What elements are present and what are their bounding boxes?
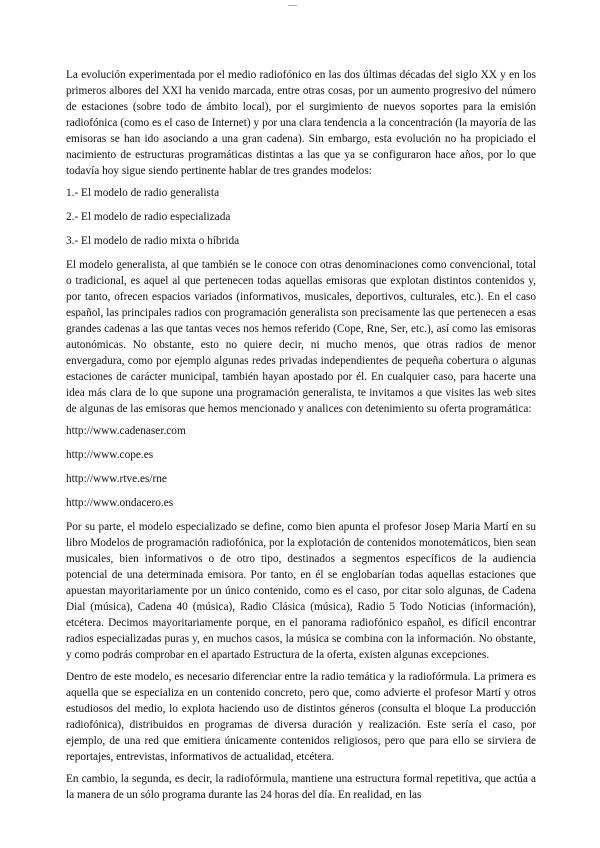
document-body: [66, 67, 536, 809]
model-list-item: 3.- El modelo de radio mixta o híbrida: [66, 235, 240, 247]
link-cope[interactable]: http://www.cope.es: [66, 449, 154, 461]
model-list-item: 2.- El modelo de radio especializada: [66, 211, 231, 223]
tematica-paragraph: Dentro de este modelo, es necesario diferenciar entre la radio temática y la radiofórmula. La primera es aquella que se especializa en un contenido concreto, pero que, como advierte el profesor Martí y otros estudiosos del medio, lo explota haciendo uso de distintos géneros (consulta el bloque La producción radiofónica), distribuidos en programas de diversa duración y realización. Este sería el caso, por ejemplo, de una red que emitiera únicamente contenidos religiosos, pero que para ello se sirviera de reportajes, entrevistas, informativos de actualidad, etcétera.: [66, 671, 536, 763]
radioformula-paragraph: En cambio, la segunda, es decir, la radiofórmula, mantiene una estructura formal repetitiva, que actúa a la manera de un sólo programa durante las 24 horas del día. En realidad, en las: [66, 773, 536, 801]
especializado-paragraph: Por su parte, el modelo especializado se define, como bien apunta el profesor Josep Maria Martí en su libro Modelos de programación radiofónica, por la explotación de contenidos monotemáticos, bien sean musicales, bien informativos o de otro tipo, destinados a segmentos específicos de la audiencia potencial de una determinada emisora. Por tanto, en él se englobarían todas aquellas estaciones que apuestan mayoritariamente por un único contenido, como es el caso, por citar solo algunas, de Cadena Dial (música), Cadena 40 (música), Radio Clásica (música), Radio 5 Todo Noticias (información), etcétera. Decimos mayoritariamente porque, en el panorama radiofónico español, es difícil encontrar radios especializadas puras y, en muchos casos, la música se combina con la información. No obstante, y como podrás comprobar en el apartado Estructura de la oferta, existen algunas excepciones.: [66, 521, 536, 661]
link-ondacero[interactable]: http://www.ondacero.es: [66, 497, 174, 509]
model-list-item: 1.- El modelo de radio generalista: [66, 187, 220, 199]
generalista-paragraph: El modelo generalista, al que también se le conoce con otras denominaciones como convencional, total o tradicional, es aquel al que pertenecen todas aquellas emisoras que explotan distintos contenidos y, por tanto, ofrecen espacios variados (informativos, musicales, deportivos, culturales, etc.). En el caso español, las principales radios con programación generalista son precisamente las que pertenecen a esas grandes cadenas a las que tantas veces nos hemos referido (Cope, Rne, Ser, etc.), así como las emisoras autonómicas. No obstante, esto no quiere decir, ni mucho menos, que otras radios de menor envergadura, como por ejemplo algunas redes privadas independientes de pequeña cobertura o algunas estaciones de carácter municipal, también hayan apostado por él. En cualquier caso, para hacerte una idea más clara de lo que supone una programación generalista, te invitamos a que visites las web sites de algunas de las emisoras que hemos mencionado y analices con detenimiento su oferta programática:: [66, 259, 536, 415]
page-header-mark: —: [288, 0, 297, 10]
link-cadenaser[interactable]: http://www.cadenaser.com: [66, 425, 186, 437]
intro-paragraph: La evolución experimentada por el medio radiofónico en las dos últimas décadas del siglo XX y en los primeros albores del XXI ha venido marcada, entre otras cosas, por un aumento progresivo del número de estaciones (sobre todo de ámbito local), por el surgimiento de nuevos soportes para la emisión radiofónica (como es el caso de Internet) y por una clara tendencia a la concentración (la mayoría de las emisoras se han ido asociando a una gran cadena). Sin embargo, esta evolución no ha propiciado el nacimiento de estructuras programáticas distintas a las que ya se configuraron hace años, por lo que todavía hoy sigue siendo pertinente hablar de tres grandes modelos:: [66, 69, 536, 177]
link-rne[interactable]: http://www.rtve.es/rne: [66, 473, 167, 485]
